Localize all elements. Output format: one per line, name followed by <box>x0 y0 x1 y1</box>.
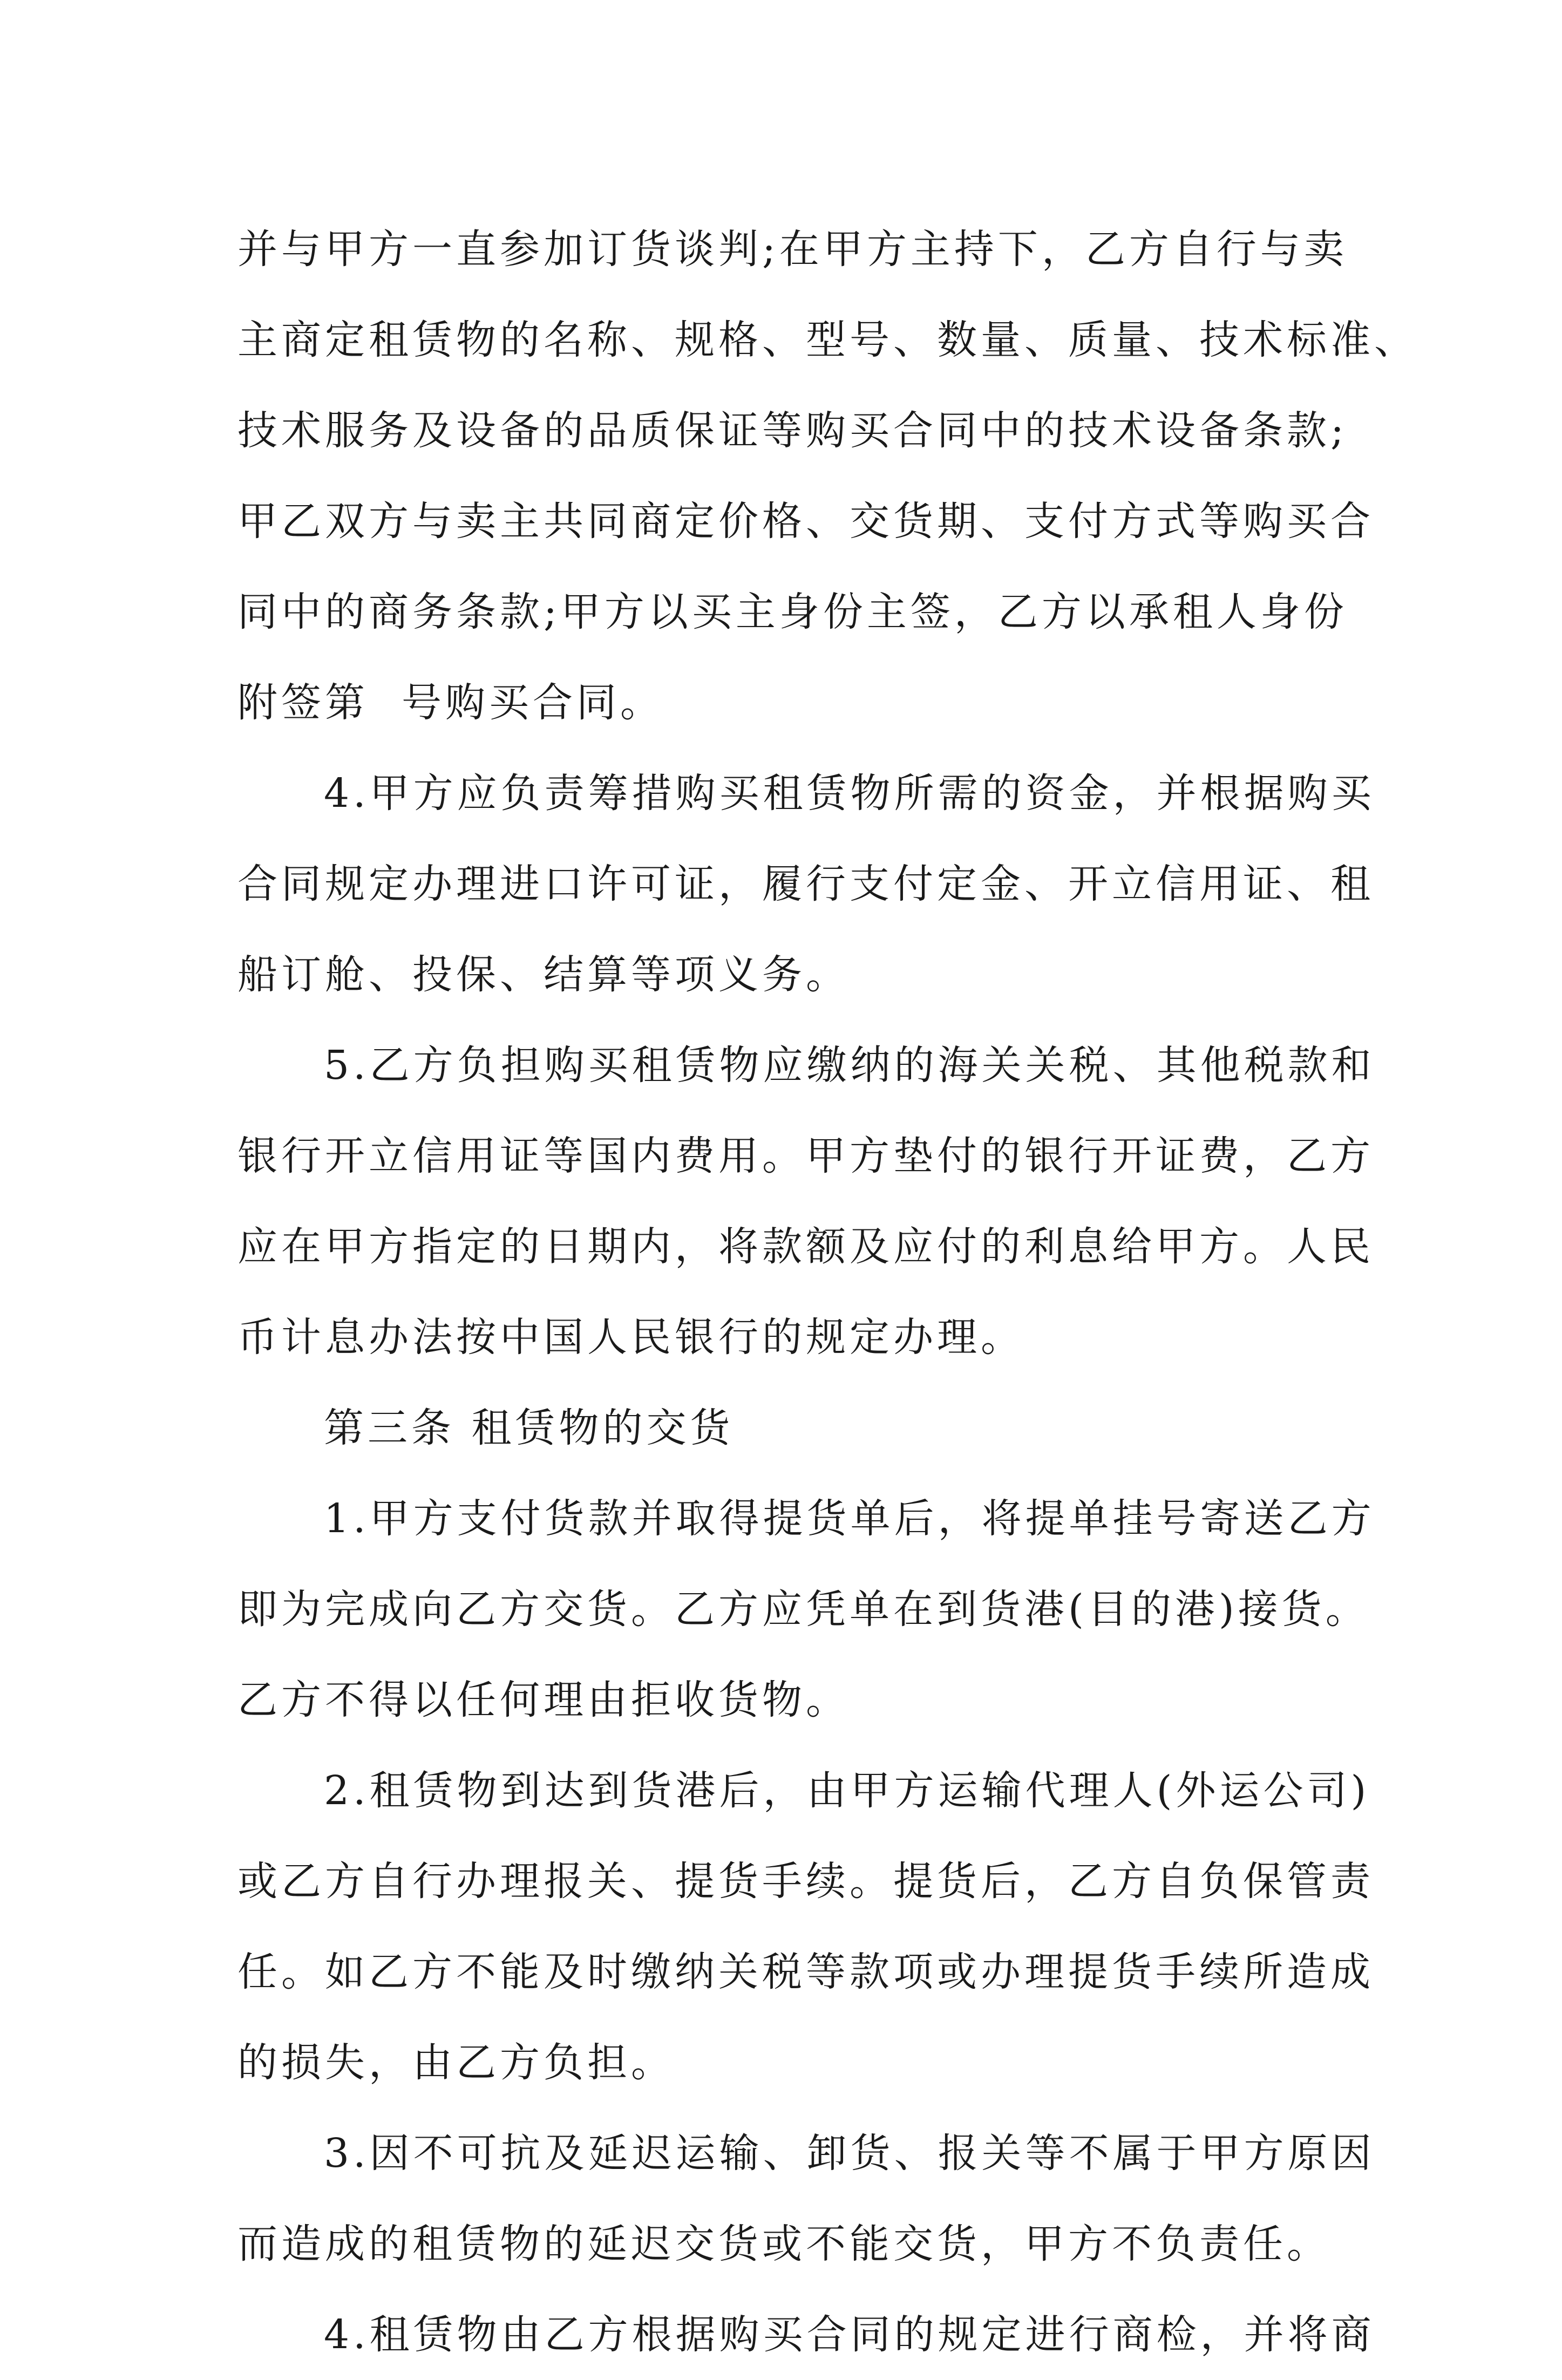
paragraph-item-2-4 <box>237 748 1375 1020</box>
paragraph-continuation <box>237 204 1418 748</box>
paragraph-item-3-4 <box>237 2289 1375 2380</box>
text-line: 同中的商务条款;甲方以买主身份主签，乙方以承租人身份 <box>237 589 1348 635</box>
text-line: 或乙方自行办理报关、提货手续。提货后，乙方自负保管责 <box>237 1858 1374 1905</box>
text-line: 附签第 号购买合同。 <box>237 679 664 726</box>
text-line: 任。如乙方不能及时缴纳关税等款项或办理提货手续所造成 <box>237 1949 1374 1995</box>
paragraph-item-3-1 <box>237 1473 1375 1745</box>
paragraph-item-3-3 <box>237 2108 1375 2289</box>
text-line: 币计息办法按中国人民银行的规定办理。 <box>237 1314 1024 1361</box>
section-heading: 第三条 租赁物的交货 <box>324 1405 734 1451</box>
text-line: 主商定租赁物的名称、规格、型号、数量、质量、技术标准、 <box>237 317 1418 363</box>
text-line: 并与甲方一直参加订货谈判;在甲方主持下，乙方自行与卖 <box>237 226 1348 273</box>
document-body <box>237 204 1418 2380</box>
paragraph-item-3-2 <box>237 1745 1374 2108</box>
text-line: 技术服务及设备的品质保证等购买合同中的技术设备条款; <box>237 407 1348 454</box>
text-line: 乙方不得以任何理由拒收货物。 <box>237 1677 850 1723</box>
text-line: 4.甲方应负责筹措购买租赁物所需的资金，并根据购买 <box>324 770 1375 817</box>
text-line: 4.租赁物由乙方根据购买合同的规定进行商检，并将商 <box>324 2311 1375 2358</box>
text-line: 5.乙方负担购买租赁物应缴纳的海关关税、其他税款和 <box>324 1042 1375 1089</box>
text-line: 3.因不可抗及延迟运输、卸货、报关等不属于甲方原因 <box>324 2130 1375 2177</box>
text-line: 船订舱、投保、结算等项义务。 <box>237 951 850 998</box>
text-line: 甲乙双方与卖主共同商定价格、交货期、支付方式等购买合 <box>237 498 1374 545</box>
article-3-heading <box>237 1383 1344 1473</box>
text-line: 合同规定办理进口许可证，履行支付定金、开立信用证、租 <box>237 861 1374 907</box>
text-line: 2.租赁物到达到货港后，由甲方运输代理人(外运公司) <box>324 1767 1370 1814</box>
paragraph-item-2-5 <box>237 1020 1375 1383</box>
text-line: 银行开立信用证等国内费用。甲方垫付的银行开证费，乙方 <box>237 1133 1374 1179</box>
text-line: 应在甲方指定的日期内，将款额及应付的利息给甲方。人民 <box>237 1223 1374 1270</box>
text-line: 即为完成向乙方交货。乙方应凭单在到货港(目的港)接货。 <box>237 1586 1369 1633</box>
text-line: 的损失，由乙方负担。 <box>237 2039 675 2086</box>
text-line: 而造成的租赁物的延迟交货或不能交货，甲方不负责任。 <box>237 2221 1330 2267</box>
text-line: 1.甲方支付货款并取得提货单后，将提单挂号寄送乙方 <box>324 1495 1375 1542</box>
